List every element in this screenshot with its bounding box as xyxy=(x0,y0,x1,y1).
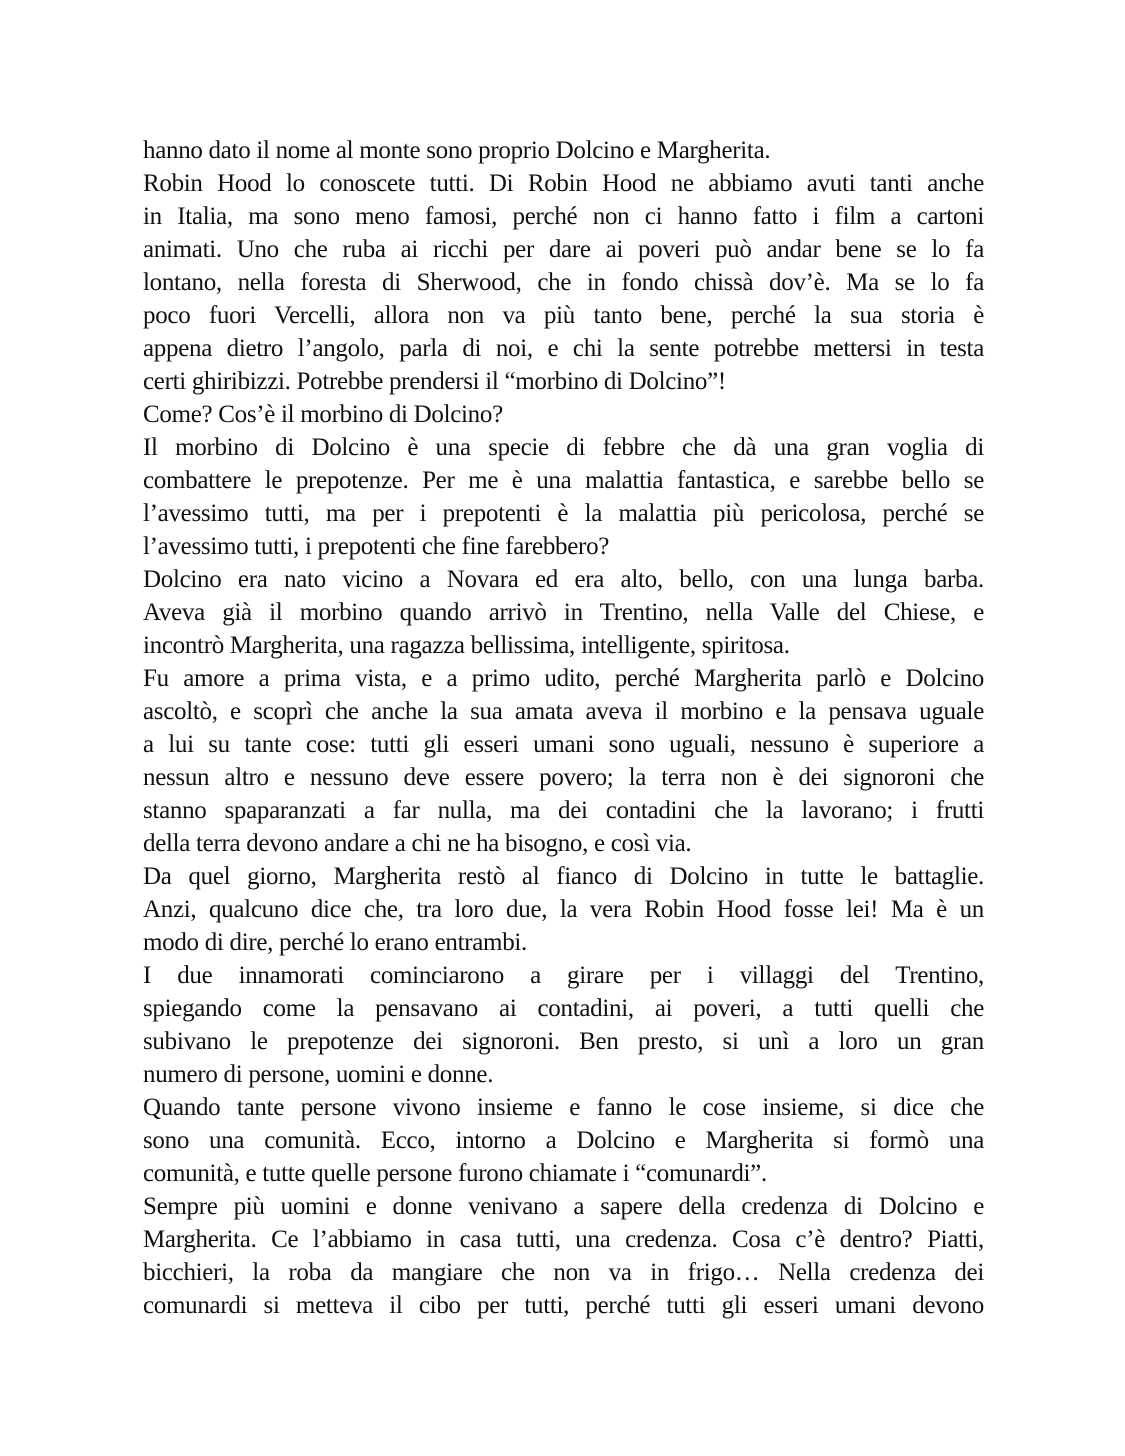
text-line: subivano le prepotenze dei signoroni. Ben presto, si unì a loro un gran xyxy=(143,1028,984,1055)
text-line: poco fuori Vercelli, allora non va più tanto bene, perché la sua storia è xyxy=(143,302,984,329)
text-line: animati. Uno che ruba ai ricchi per dare ai poveri può andar bene se lo fa xyxy=(143,236,984,263)
text-line: in Italia, ma sono meno famosi, perché non ci hanno fatto i film a cartoni xyxy=(143,203,984,230)
text-line: combattere le prepotenze. Per me è una malattia fantastica, e sarebbe bello se xyxy=(143,467,984,494)
paragraph-end-line: l’avessimo tutti, i prepotenti che fine farebbero? xyxy=(143,533,610,560)
text-line: I due innamorati cominciarono a girare per i villaggi del Trentino, xyxy=(143,962,984,989)
text-line: Anzi, qualcuno dice che, tra loro due, la vera Robin Hood fosse lei! Ma è un xyxy=(143,896,984,923)
text-line: bicchieri, la roba da mangiare che non va in frigo… Nella credenza dei xyxy=(143,1259,984,1286)
paragraph-end-line: certi ghiribizzi. Potrebbe prendersi il “morbino di Dolcino”! xyxy=(143,368,726,395)
paragraph-end-line: incontrò Margherita, una ragazza bellissima, intelligente, spiritosa. xyxy=(143,632,790,659)
text-line: lontano, nella foresta di Sherwood, che in fondo chissà dov’è. Ma se lo fa xyxy=(143,269,984,296)
text-line: sono una comunità. Ecco, intorno a Dolcino e Margherita si formò una xyxy=(143,1127,984,1154)
text-line: Da quel giorno, Margherita restò al fianco di Dolcino in tutte le battaglie. xyxy=(143,863,984,890)
text-line: nessun altro e nessuno deve essere povero; la terra non è dei signoroni che xyxy=(143,764,984,791)
text-line: stanno spaparanzati a far nulla, ma dei contadini che la lavorano; i frutti xyxy=(143,797,984,824)
text-line: Robin Hood lo conoscete tutti. Di Robin Hood ne abbiamo avuti tanti anche xyxy=(143,170,984,197)
paragraph-end-line: Come? Cos’è il morbino di Dolcino? xyxy=(143,401,503,428)
paragraph-end-line: hanno dato il nome al monte sono proprio Dolcino e Margherita. xyxy=(143,137,771,164)
text-line: Sempre più uomini e donne venivano a sapere della credenza di Dolcino e xyxy=(143,1193,984,1220)
text-line: ascoltò, e scoprì che anche la sua amata aveva il morbino e la pensava uguale xyxy=(143,698,984,725)
text-line: l’avessimo tutti, ma per i prepotenti è la malattia più pericolosa, perché se xyxy=(143,500,984,527)
text-line: appena dietro l’angolo, parla di noi, e chi la sente potrebbe mettersi in testa xyxy=(143,335,984,362)
paragraph-end-line: numero di persone, uomini e donne. xyxy=(143,1061,494,1088)
text-line: Aveva già il morbino quando arrivò in Trentino, nella Valle del Chiese, e xyxy=(143,599,984,626)
paragraph-end-line: comunità, e tutte quelle persone furono chiamate i “comunardi”. xyxy=(143,1160,767,1187)
document-page xyxy=(143,134,984,1322)
paragraph-end-line: modo di dire, perché lo erano entrambi. xyxy=(143,929,527,956)
text-line: comunardi si metteva il cibo per tutti, perché tutti gli esseri umani devono xyxy=(143,1292,984,1319)
text-line: spiegando come la pensavano ai contadini, ai poveri, a tutti quelli che xyxy=(143,995,984,1022)
text-line: Il morbino di Dolcino è una specie di febbre che dà una gran voglia di xyxy=(143,434,984,461)
paragraph-end-line: della terra devono andare a chi ne ha bisogno, e così via. xyxy=(143,830,692,857)
text-line: Fu amore a prima vista, e a primo udito, perché Margherita parlò e Dolcino xyxy=(143,665,984,692)
text-line: a lui su tante cose: tutti gli esseri umani sono uguali, nessuno è superiore a xyxy=(143,731,984,758)
text-line: Dolcino era nato vicino a Novara ed era alto, bello, con una lunga barba. xyxy=(143,566,984,593)
text-line: Quando tante persone vivono insieme e fanno le cose insieme, si dice che xyxy=(143,1094,984,1121)
text-line: Margherita. Ce l’abbiamo in casa tutti, una credenza. Cosa c’è dentro? Piatti, xyxy=(143,1226,984,1253)
